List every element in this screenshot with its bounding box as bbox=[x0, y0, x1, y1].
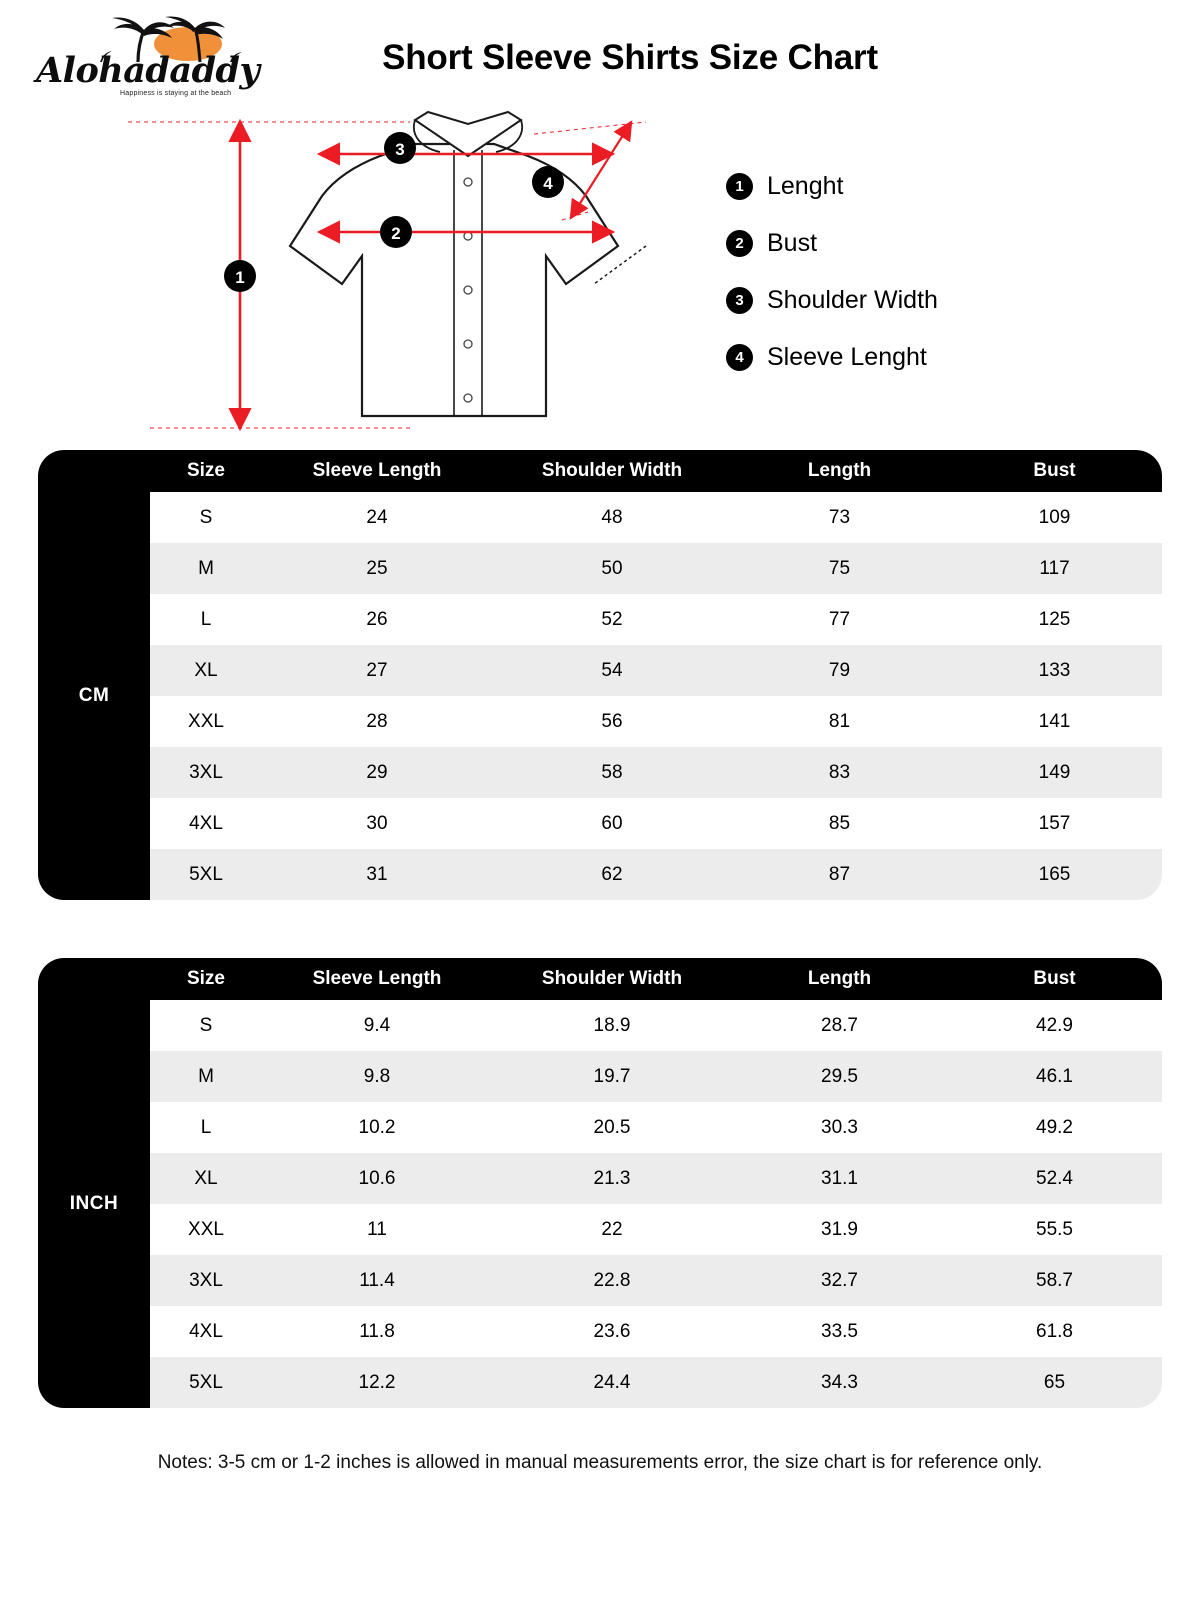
cell-length: 73 bbox=[732, 492, 947, 543]
cell-shoulder: 48 bbox=[492, 492, 732, 543]
svg-text:2: 2 bbox=[391, 224, 401, 243]
table-row bbox=[38, 1306, 1162, 1357]
cell-sleeve: 24 bbox=[262, 492, 492, 543]
table-row bbox=[38, 492, 1162, 543]
cell-sleeve: 29 bbox=[262, 747, 492, 798]
legend-label-sleeve-length: Sleeve Lenght bbox=[767, 343, 927, 371]
col-length: Length bbox=[732, 958, 947, 1000]
corner-cell bbox=[38, 450, 150, 492]
cell-shoulder: 19.7 bbox=[492, 1051, 732, 1102]
table-row bbox=[38, 645, 1162, 696]
legend-item-sleeve-length bbox=[726, 343, 938, 372]
cell-bust: 49.2 bbox=[947, 1102, 1162, 1153]
measurement-diagram-section bbox=[0, 110, 1200, 450]
cell-sleeve: 10.6 bbox=[262, 1153, 492, 1204]
cell-sleeve: 30 bbox=[262, 798, 492, 849]
cell-bust: 65 bbox=[947, 1357, 1162, 1408]
cell-size: S bbox=[150, 1000, 262, 1051]
cell-shoulder: 22 bbox=[492, 1204, 732, 1255]
legend-item-length bbox=[726, 172, 938, 201]
cell-size: S bbox=[150, 492, 262, 543]
cell-size: M bbox=[150, 1051, 262, 1102]
col-shoulder-width: Shoulder Width bbox=[492, 958, 732, 1000]
cell-bust: 109 bbox=[947, 492, 1162, 543]
cell-sleeve: 11.8 bbox=[262, 1306, 492, 1357]
cell-shoulder: 22.8 bbox=[492, 1255, 732, 1306]
cell-size: 3XL bbox=[150, 1255, 262, 1306]
cell-length: 31.9 bbox=[732, 1204, 947, 1255]
cell-bust: 141 bbox=[947, 696, 1162, 747]
table-row bbox=[38, 594, 1162, 645]
cell-size: 4XL bbox=[150, 1306, 262, 1357]
cell-length: 28.7 bbox=[732, 1000, 947, 1051]
cell-size: XXL bbox=[150, 696, 262, 747]
cell-shoulder: 58 bbox=[492, 747, 732, 798]
cell-shoulder: 54 bbox=[492, 645, 732, 696]
brand-name: Alohadaddy bbox=[36, 50, 260, 91]
legend-bullet-1: 1 bbox=[726, 173, 753, 200]
cell-shoulder: 24.4 bbox=[492, 1357, 732, 1408]
legend-item-bust bbox=[726, 229, 938, 258]
cell-sleeve: 11 bbox=[262, 1204, 492, 1255]
table-header-row bbox=[38, 958, 1162, 1000]
cell-shoulder: 60 bbox=[492, 798, 732, 849]
cell-shoulder: 62 bbox=[492, 849, 732, 900]
cell-sleeve: 12.2 bbox=[262, 1357, 492, 1408]
inch-size-table bbox=[38, 958, 1162, 1408]
cell-size: XXL bbox=[150, 1204, 262, 1255]
table-row bbox=[38, 798, 1162, 849]
corner-cell bbox=[38, 958, 150, 1000]
cell-length: 75 bbox=[732, 543, 947, 594]
cell-length: 81 bbox=[732, 696, 947, 747]
col-length: Length bbox=[732, 450, 947, 492]
page-header bbox=[0, 0, 1200, 110]
cell-size: 5XL bbox=[150, 1357, 262, 1408]
cell-shoulder: 50 bbox=[492, 543, 732, 594]
cell-bust: 46.1 bbox=[947, 1051, 1162, 1102]
table-row bbox=[38, 1000, 1162, 1051]
legend-item-shoulder-width bbox=[726, 286, 938, 315]
table-row bbox=[38, 543, 1162, 594]
cell-bust: 52.4 bbox=[947, 1153, 1162, 1204]
cell-sleeve: 9.4 bbox=[262, 1000, 492, 1051]
legend-label-bust: Bust bbox=[767, 229, 818, 257]
cell-sleeve: 10.2 bbox=[262, 1102, 492, 1153]
cell-bust: 58.7 bbox=[947, 1255, 1162, 1306]
table-row bbox=[38, 747, 1162, 798]
unit-label-inch: INCH bbox=[38, 1000, 150, 1408]
unit-label-cm: CM bbox=[38, 492, 150, 900]
legend-bullet-2: 2 bbox=[726, 230, 753, 257]
cell-size: L bbox=[150, 1102, 262, 1153]
cell-shoulder: 23.6 bbox=[492, 1306, 732, 1357]
brand-tagline: Happiness is staying at the beach bbox=[120, 90, 232, 97]
table-row bbox=[38, 1204, 1162, 1255]
cell-length: 77 bbox=[732, 594, 947, 645]
svg-text:1: 1 bbox=[235, 268, 245, 287]
cell-shoulder: 21.3 bbox=[492, 1153, 732, 1204]
cell-length: 32.7 bbox=[732, 1255, 947, 1306]
cell-sleeve: 11.4 bbox=[262, 1255, 492, 1306]
table-header-row bbox=[38, 450, 1162, 492]
table-row bbox=[38, 1357, 1162, 1408]
cell-shoulder: 56 bbox=[492, 696, 732, 747]
cell-size: XL bbox=[150, 1153, 262, 1204]
legend-bullet-4: 4 bbox=[726, 344, 753, 371]
legend-label-shoulder-width: Shoulder Width bbox=[767, 286, 938, 314]
legend-bullet-3: 3 bbox=[726, 287, 753, 314]
cell-shoulder: 52 bbox=[492, 594, 732, 645]
cell-size: M bbox=[150, 543, 262, 594]
col-size: Size bbox=[150, 958, 262, 1000]
cell-length: 30.3 bbox=[732, 1102, 947, 1153]
inch-table-block bbox=[38, 958, 1162, 1408]
table-row bbox=[38, 849, 1162, 900]
cell-bust: 42.9 bbox=[947, 1000, 1162, 1051]
cell-bust: 125 bbox=[947, 594, 1162, 645]
cell-length: 79 bbox=[732, 645, 947, 696]
cell-length: 83 bbox=[732, 747, 947, 798]
cell-size: L bbox=[150, 594, 262, 645]
cell-bust: 157 bbox=[947, 798, 1162, 849]
notes-text: Notes: 3-5 cm or 1-2 inches is allowed in manual measurements error, the size chart is for reference only. bbox=[157, 1452, 1043, 1473]
table-row bbox=[38, 1255, 1162, 1306]
cell-sleeve: 9.8 bbox=[262, 1051, 492, 1102]
diagram-legend bbox=[726, 172, 938, 372]
shirt-diagram-icon bbox=[110, 110, 730, 450]
page-title: Short Sleeve Shirts Size Chart bbox=[382, 38, 878, 77]
cell-sleeve: 25 bbox=[262, 543, 492, 594]
cell-size: 5XL bbox=[150, 849, 262, 900]
col-bust: Bust bbox=[947, 958, 1162, 1000]
col-size: Size bbox=[150, 450, 262, 492]
cell-length: 87 bbox=[732, 849, 947, 900]
cell-bust: 55.5 bbox=[947, 1204, 1162, 1255]
legend-label-length: Lenght bbox=[767, 172, 844, 200]
cell-bust: 61.8 bbox=[947, 1306, 1162, 1357]
col-shoulder-width: Shoulder Width bbox=[492, 450, 732, 492]
cell-length: 33.5 bbox=[732, 1306, 947, 1357]
cm-size-table bbox=[38, 450, 1162, 900]
cell-sleeve: 31 bbox=[262, 849, 492, 900]
table-row bbox=[38, 1102, 1162, 1153]
cell-bust: 165 bbox=[947, 849, 1162, 900]
cell-length: 29.5 bbox=[732, 1051, 947, 1102]
cell-sleeve: 27 bbox=[262, 645, 492, 696]
svg-text:3: 3 bbox=[395, 140, 405, 159]
cell-shoulder: 18.9 bbox=[492, 1000, 732, 1051]
svg-text:4: 4 bbox=[543, 174, 553, 193]
cell-length: 85 bbox=[732, 798, 947, 849]
col-sleeve-length: Sleeve Length bbox=[262, 450, 492, 492]
table-row bbox=[38, 1051, 1162, 1102]
cell-length: 34.3 bbox=[732, 1357, 947, 1408]
cell-size: 4XL bbox=[150, 798, 262, 849]
cell-bust: 117 bbox=[947, 543, 1162, 594]
cm-table-block bbox=[38, 450, 1162, 900]
cell-shoulder: 20.5 bbox=[492, 1102, 732, 1153]
col-bust: Bust bbox=[947, 450, 1162, 492]
cell-bust: 149 bbox=[947, 747, 1162, 798]
cell-size: 3XL bbox=[150, 747, 262, 798]
col-sleeve-length: Sleeve Length bbox=[262, 958, 492, 1000]
cell-sleeve: 26 bbox=[262, 594, 492, 645]
cell-bust: 133 bbox=[947, 645, 1162, 696]
cell-length: 31.1 bbox=[732, 1153, 947, 1204]
cell-size: XL bbox=[150, 645, 262, 696]
table-row bbox=[38, 696, 1162, 747]
table-row bbox=[38, 1153, 1162, 1204]
cell-sleeve: 28 bbox=[262, 696, 492, 747]
